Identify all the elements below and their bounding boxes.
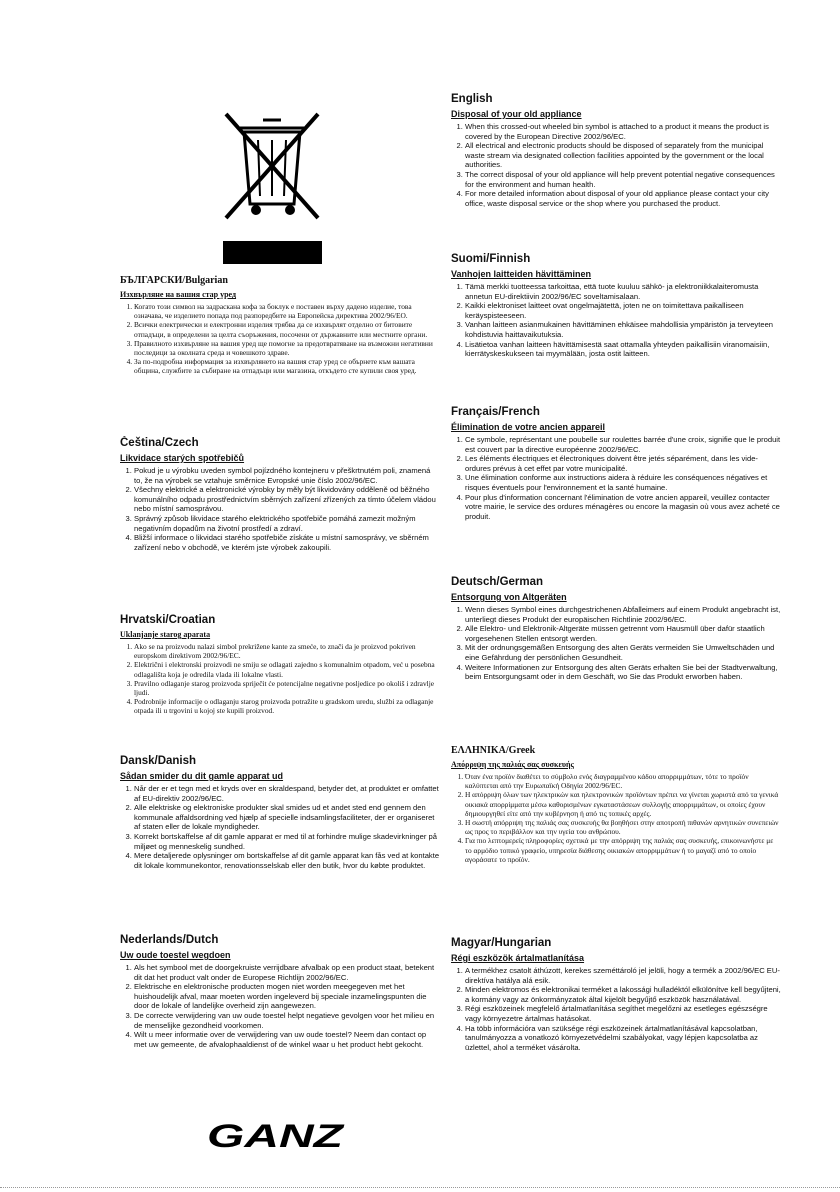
section-title: Suomi/Finnish xyxy=(451,253,531,265)
section-title: Čeština/Czech xyxy=(120,437,199,449)
list-item: 3. Правилното изхвърляне на вашия уред ще помогне за предотвратяване на възможни негативни последици за околната среда и човешкото здраве. xyxy=(134,339,440,357)
list-item: 3. Korrekt bortskaffelse af dit gamle apparat er med til at forhindre mulige skadevirkninger på miljøet og menneskelig sundhed. xyxy=(134,832,440,851)
section-subtitle: Entsorgung von Altgeräten xyxy=(451,592,567,602)
list-item: 1. Når der er et tegn med et kryds over en skraldespand, betyder det, at produktet er omfattet af EU-direktiv 2002/96/EC. xyxy=(134,784,440,803)
section-dutch xyxy=(120,933,440,1049)
list-item: 3. The correct disposal of your old appliance will help prevent potential negative consequences for the environment and human health. xyxy=(465,170,781,189)
section-title: БЪЛГАРСКИ/Bulgarian xyxy=(120,275,228,286)
list-item: 4. Bližší informace o likvidaci starého spotřebiče získáte u místní samosprávy, ve sběrném zařízení nebo v obchodě, ve kterém jste výrobek zakoupili. xyxy=(134,533,440,552)
section-czech xyxy=(120,436,440,552)
list-item: 1. Когато този символ на задраскана кофа за боклук е поставен върху дадено изделие, това означава, че изделието попада под разпоредбите на Европейска директива 2002/96/EO. xyxy=(134,302,440,320)
section-subtitle: Élimination de votre ancien appareil xyxy=(451,422,606,432)
section-title: Nederlands/Dutch xyxy=(120,934,219,946)
list-item: 3. Régi eszközeinek megfelelő ártalmatlanítása segíthet megelőzni az esetleges egészségre vagy környezetre ártalmas hatásokat. xyxy=(465,1004,781,1023)
list-item: 3. Une élimination conforme aux instructions aidera à réduire les conséquences négatives et risques éventuels pour l'environnement et la santé humaine. xyxy=(465,473,781,492)
page-bottom-divider xyxy=(0,1187,840,1188)
section-title: Dansk/Danish xyxy=(120,755,197,767)
section-subtitle: Vanhojen laitteiden hävittäminen xyxy=(451,269,592,279)
list-item: 1. When this crossed-out wheeled bin symbol is attached to a product it means the product is covered by the European Directive 2002/96/EC. xyxy=(465,122,781,141)
list-item: 1. Ce symbole, représentant une poubelle sur roulettes barrée d'une croix, signifie que le produit est couvert par la directive européenne 2002/96/EC. xyxy=(465,435,781,454)
section-title: Hrvatski/Croatian xyxy=(120,614,216,626)
list-item: 3. De correcte verwijdering van uw oude toestel helpt negatieve gevolgen voor het milieu en de menselijke gezondheid voorkomen. xyxy=(134,1011,440,1030)
list-item: 4. За по-подробна информация за изхвърлянето на вашия стар уред се обърнете към вашата община, службите за събиране на отпадъци или магазина, откъдето сте купили своя уред. xyxy=(134,357,440,375)
section-bulgarian xyxy=(120,274,440,376)
section-title: Magyar/Hungarian xyxy=(451,937,552,949)
list-item: 2. All electrical and electronic products should be disposed of separately from the municipal waste stream via designated collection facilities appointed by the government or the local authorities. xyxy=(465,141,781,170)
section-croatian xyxy=(120,613,440,716)
list-item: 2. Les éléments électriques et électroniques doivent être jetés séparément, dans les vide-ordures prévus à cet effet par votre municipalité. xyxy=(465,454,781,473)
section-subtitle: Likvidace starých spotřebičů xyxy=(120,453,245,463)
section-title: English xyxy=(451,93,493,105)
list-item: 4. Weitere Informationen zur Entsorgung des alten Geräts erhalten Sie bei der Stadtverwaltung, beim Entsorgungsamt oder in dem Geschäft, wo Sie das Produkt erworben haben. xyxy=(465,663,781,682)
section-subtitle: Изхвърляне на вашия стар уред xyxy=(120,290,237,299)
list-item: 2. Električni i elektronski proizvodi ne smiju se odlagati zajedno s komunalnim otpadom, već u posebna odlagališta koja je odredila vlada ili lokalne vlasti. xyxy=(134,660,440,678)
black-bar xyxy=(223,241,322,264)
list-item: 1. Wenn dieses Symbol eines durchgestrichenen Abfalleimers auf einem Produkt angebracht ist, unterliegt dieses Produkt der europäischen Richtlinie 2002/96/EC. xyxy=(465,605,781,624)
list-item: 4. Ha több információra van szüksége régi eszközeinek ártalmatlanításával kapcsolatban, tanulmányozza a vonatkozó környezetvédelmi szabályokat, vagy lépjen kapcsolatba az üzlettel, ahol a terméket vásárolta. xyxy=(465,1024,781,1053)
list-item: 1. A termékhez csatolt áthúzott, kerekes szeméttároló jel jelöli, hogy a termék a 2002/96/EC EU-direktíva hatálya alá esik. xyxy=(465,966,781,985)
list-item: 4. For more detailed information about disposal of your old appliance please contact your city office, waste disposal service or the shop where you purchased the product. xyxy=(465,189,781,208)
list-item: 2. Kaikki elektroniset laitteet ovat ongelmajätettä, joten ne on toimitettava paikalliseen keräyspisteeseen. xyxy=(465,301,781,320)
crossed-out-bin-icon xyxy=(218,106,326,226)
section-hungarian xyxy=(451,936,781,1052)
section-german xyxy=(451,575,781,682)
list-item: 2. Minden elektromos és elektronikai terméket a lakossági hulladéktól elkülönítve kell begyűjteni, a kormány vagy az önkormányzatok által kijelölt begyűjtő eszközök használatával. xyxy=(465,985,781,1004)
list-item: 2. Всички електрически и електронни изделия трябва да се изхвърлят отделно от битовите отпадъци, в определени за целта съоръжения, посочени от държавните или местните органи. xyxy=(134,320,440,338)
list-item: 1. Ako se na proizvodu nalazi simbol prekrižene kante za smeće, to znači da je proizvod pokriven europskom direktivom 2002/96/EC. xyxy=(134,642,440,660)
list-item: 3. Vanhan laitteen asianmukainen hävittäminen ehkäisee mahdollisia ympäristön ja terveyteen kohdistuvia haittavaikutuksia. xyxy=(465,320,781,339)
list-item: 3. Pravilno odlaganje starog proizvoda spriječit će potencijalne negativne posljedice po okoliš i zdravlje ljudi. xyxy=(134,679,440,697)
section-subtitle: Sådan smider du dit gamle apparat ud xyxy=(120,771,284,781)
list-item: 2. Η απόρριψη όλων των ηλεκτρικών και ηλεκτρονικών προϊόντων πρέπει να γίνεται χωριστά από τα γενικά οικιακά απορρίμματα μέσω καθορισμένων εγκαταστάσεων συλλογής απορριμμάτων, οι οποίες έχουν δημιουργηθεί είτε από την κυβέρνηση ή από τις τοπικές αρχές. xyxy=(465,790,781,818)
list-item: 4. Pour plus d'information concernant l'élimination de votre ancien appareil, veuillez contacter votre mairie, le service des ordures ménagères ou encore la magasin où vous avez acheté ce produit. xyxy=(465,493,781,522)
list-item: 4. Mere detaljerede oplysninger om bortskaffelse af dit gamle apparat kan fås ved at kontakte dit lokale kommunekontor, renovationsselskab eller den butik, hvor du købte produktet. xyxy=(134,851,440,870)
list-item: 1. Όταν ένα προϊόν διαθέτει το σύμβολο ενός διαγραμμένου κάδου απορριμμάτων, τότε το προϊόν καλύπτεται από την Ευρωπαϊκή Οδηγία 2002/96/EC. xyxy=(465,772,781,790)
list-item: 2. Elektrische en elektronische producten mogen niet worden meegegeven met het huishoudelijk afval, maar moeten worden ingeleverd bij speciale inzamelingspunten die door de lokale of landelijke overheid zijn aangewezen. xyxy=(134,982,440,1011)
section-subtitle: Απόρριψη της παλιάς σας συσκευής xyxy=(451,760,574,769)
list-item: 4. Lisätietoa vanhan laitteen hävittämisestä saat ottamalla yhteyden paikallisiin viranomaisiin, kierrätyskeskukseen tai myymälään, josta ostit laitteen. xyxy=(465,340,781,359)
ganz-logo xyxy=(207,1120,347,1150)
list-item: 4. Wilt u meer informatie over de verwijdering van uw oude toestel? Neem dan contact op met uw gemeente, de afvalophaaldienst of de winkel waar u het product hebt gekocht. xyxy=(134,1030,440,1049)
section-english xyxy=(451,92,781,208)
section-subtitle: Régi eszközök ártalmatlanítása xyxy=(451,953,585,963)
section-danish xyxy=(120,754,440,870)
svg-text:GANZ: GANZ xyxy=(207,1120,346,1150)
list-item: 3. Η σωστή απόρριψη της παλιάς σας συσκευής θα βοηθήσει στην αποτροπή πιθανών αρνητικών συνεπειών ως προς το περιβάλλον και την υγεία του ανθρώπου. xyxy=(465,818,781,836)
section-greek xyxy=(451,744,781,864)
list-item: 4. Podrobnije informacije o odlaganju starog proizvoda potražite u gradskom uredu, službi za odlaganje otpada ili u trgovini u kojoj ste kupili proizvod. xyxy=(134,697,440,715)
list-item: 3. Správný způsob likvidace starého elektrického spotřebiče pomáhá zamezit možným negativním dopadům na životní prostředí a zdraví. xyxy=(134,514,440,533)
section-finnish xyxy=(451,252,781,359)
list-item: 2. Alle elektriske og elektroniske produkter skal smides ud et andet sted end gennem den kommunale affaldsordning ved hjælp af specielle indsamlingsfaciliteter, der er organiseret af staten eller de lokale myndigheder. xyxy=(134,803,440,832)
section-title: Deutsch/German xyxy=(451,576,544,588)
list-item: 1. Tämä merkki tuotteessa tarkoittaa, että tuote kuuluu sähkö- ja elektroniikkalaiteromusta annetun EU-direktiivin 2002/96/EC soveltamisalaan. xyxy=(465,282,781,301)
section-subtitle: Uklanjanje starog aparata xyxy=(120,630,211,639)
section-title: Français/French xyxy=(451,406,540,418)
list-item: 1. Als het symbool met de doorgekruiste verrijdbare afvalbak op een product staat, betekent dit dat het product valt onder de Europese Richtlijn 2002/96/EC. xyxy=(134,963,440,982)
list-item: 4. Για πιο λεπτομερείς πληροφορίες σχετικά με την απόρριψη της παλιάς σας συσκευής, επικοινωνήστε με το αρμόδιο τοπικό γραφείο, υπηρεσία διάθεσης οικιακών απορριμμάτων ή το μαγαζί από το οποίο αγοράσατε το προϊόν. xyxy=(465,836,781,864)
section-subtitle: Uw oude toestel wegdoen xyxy=(120,950,231,960)
section-title: ΕΛΛΗΝΙΚΑ/Greek xyxy=(451,745,536,756)
section-french xyxy=(451,405,781,521)
list-item: 1. Pokud je u výrobku uveden symbol pojízdného kontejneru v přeškrtnutém poli, znamená to, že na výrobek se vztahuje směrnice Evropské unie číslo 2002/96/EC. xyxy=(134,466,440,485)
list-item: 2. Alle Elektro- und Elektronik-Altgeräte müssen getrennt vom Hausmüll über dafür staatlich vorgesehenen Stellen entsorgt werden. xyxy=(465,624,781,643)
list-item: 2. Všechny elektrické a elektronické výrobky by měly být likvidovány odděleně od běžného komunálního odpadu prostřednictvím sběrných zařízení zřízených za tímto účelem vládou nebo místní samosprávou. xyxy=(134,485,440,514)
list-item: 3. Mit der ordnungsgemäßen Entsorgung des alten Geräts vermeiden Sie Umweltschäden und eine Gefährdung der persönlichen Gesundheit. xyxy=(465,643,781,662)
section-subtitle: Disposal of your old appliance xyxy=(451,109,582,119)
